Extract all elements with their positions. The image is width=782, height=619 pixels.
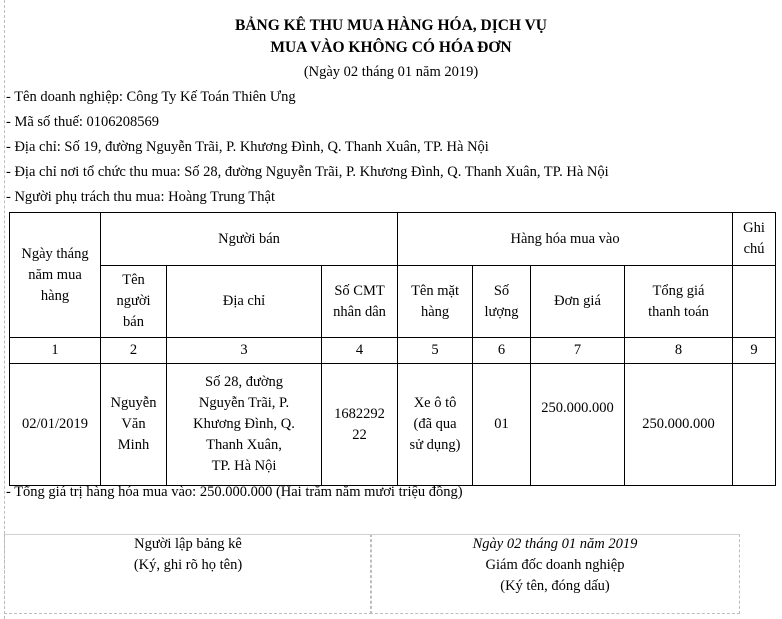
header-date: Ngày tháng năm mua hàng	[10, 213, 101, 338]
table-header-row-1	[10, 213, 776, 266]
header-quantity: Số lượng	[473, 266, 531, 338]
header-item-name: Tên mặt hàng	[398, 266, 473, 338]
row-date: 02/01/2019	[10, 364, 101, 486]
preparer-title: Người lập bảng kê	[134, 536, 242, 552]
title-line-2: MUA VÀO KHÔNG CÓ HÓA ĐƠN	[270, 39, 512, 56]
header-id-number: Số CMT nhân dân	[322, 266, 398, 338]
header-address: Địa chỉ	[167, 266, 322, 338]
column-number: 5	[398, 338, 473, 364]
preparer-sign-instruction: (Ký, ghi rõ họ tên)	[133, 557, 243, 573]
row-total-payment: 250.000.000	[625, 364, 733, 486]
column-number: 7	[531, 338, 625, 364]
row-note	[733, 364, 776, 486]
column-number: 2	[101, 338, 167, 364]
margin-guide	[4, 0, 5, 619]
table-row	[10, 364, 776, 486]
column-number: 1	[10, 338, 101, 364]
purchase-location: - Địa chỉ nơi tổ chức thu mua: Số 28, đường Nguyễn Trãi, P. Khương Đình, Q. Thanh Xuân, TP. Hà Nội	[6, 164, 609, 180]
company-address: - Địa chỉ: Số 19, đường Nguyễn Trãi, P. Khương Đình, Q. Thanh Xuân, TP. Hà Nội	[6, 139, 489, 155]
row-quantity: 01	[473, 364, 531, 486]
document-date: (Ngày 02 tháng 01 năm 2019)	[303, 64, 479, 80]
director-signature-block	[370, 534, 740, 614]
column-number: 6	[473, 338, 531, 364]
row-id-number: 1682292 22	[322, 364, 398, 486]
header-total-payment: Tổng giá thanh toán	[625, 266, 733, 338]
total-value-line: - Tổng giá trị hàng hóa mua vào: 250.000.000 (Hai trăm năm mươi triệu đồng)	[6, 484, 463, 500]
header-seller-group: Người bán	[101, 213, 398, 266]
table-header-row-2	[10, 266, 776, 338]
header-seller-name: Tên người bán	[101, 266, 167, 338]
row-seller-name: Nguyễn Văn Minh	[101, 364, 167, 486]
row-item-name: Xe ô tô (đã qua sử dụng)	[398, 364, 473, 486]
preparer-signature-block	[4, 534, 372, 614]
column-number: 4	[322, 338, 398, 364]
column-number: 9	[733, 338, 776, 364]
title-line-1: BẢNG KÊ THU MUA HÀNG HÓA, DỊCH VỤ	[234, 17, 548, 34]
purchase-ledger-table	[9, 212, 776, 486]
header-unit-price: Đơn giá	[531, 266, 625, 338]
tax-code: - Mã số thuế: 0106208569	[6, 114, 160, 130]
column-number: 3	[167, 338, 322, 364]
header-note-blank	[733, 266, 776, 338]
company-name: - Tên doanh nghiệp: Công Ty Kế Toán Thiên Ưng	[6, 89, 296, 105]
column-number-row	[10, 338, 776, 364]
row-unit-price: 250.000.000	[531, 364, 625, 486]
director-title: Giám đốc doanh nghiệp	[485, 557, 625, 573]
header-note: Ghi chú	[733, 213, 776, 266]
row-address: Số 28, đường Nguyễn Trãi, P. Khương Đình, Q. Thanh Xuân, TP. Hà Nội	[167, 364, 322, 486]
director-sign-instruction: (Ký tên, đóng dấu)	[500, 578, 610, 594]
person-in-charge: - Người phụ trách thu mua: Hoàng Trung Thật	[6, 189, 275, 205]
signature-date: Ngày 02 tháng 01 năm 2019	[472, 536, 638, 552]
header-goods-group: Hàng hóa mua vào	[398, 213, 733, 266]
column-number: 8	[625, 338, 733, 364]
